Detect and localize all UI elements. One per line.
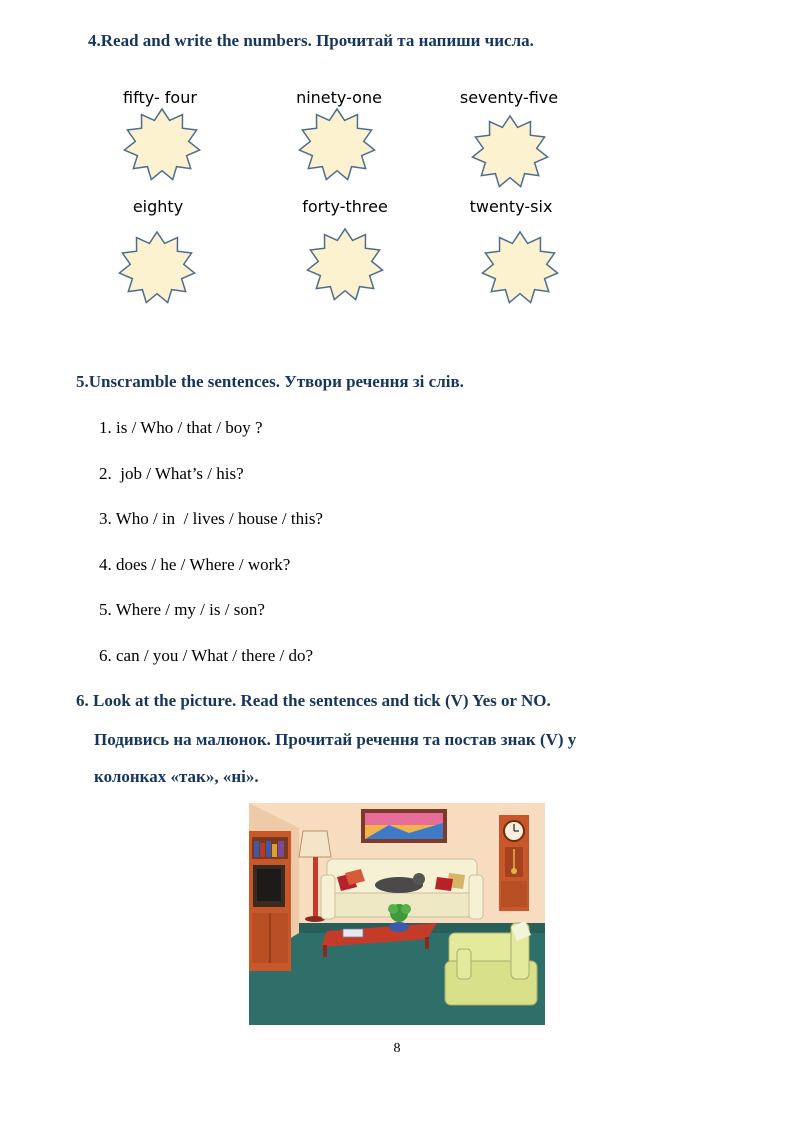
scrambled-sentence-6: 6. can / you / What / there / do? [99,646,314,665]
answer-star-6[interactable] [475,228,565,308]
answer-star-3[interactable] [465,112,555,192]
scrambled-sentence-5: 5. Where / my / is / son? [99,600,265,619]
number-word-5: forty-three [302,197,388,216]
number-word-2: ninety-one [296,88,382,107]
scrambled-sentence-4: 4. does / he / Where / work? [99,555,291,574]
scrambled-sentence-2: 2. job / What’s / his? [99,464,244,483]
living-room-picture [249,803,545,1025]
answer-star-1[interactable] [117,105,207,185]
answer-star-5[interactable] [300,225,390,305]
number-word-3: seventy-five [459,88,559,107]
task6-heading: 6. Look at the picture. Read the sentences and tick (V) Yes or NO. [76,691,551,710]
tv-cabinet [249,831,291,971]
number-word-1: fifty- four [123,88,197,107]
task6-subheading-continued: колонках «так», «ні». [94,767,259,786]
answer-star-4[interactable] [112,228,202,308]
task6-subheading: Подивись на малюнок. Прочитай речення та постав знак (V) у [94,730,577,749]
page-number: 8 [393,1041,401,1056]
number-word-6: twenty-six [469,197,553,216]
armchair [445,921,537,1005]
scrambled-sentence-3: 3. Who / in / lives / house / this? [99,509,323,528]
grandfather-clock [499,815,529,911]
number-word-4: eighty [132,197,184,216]
wall-painting [361,809,447,843]
task4-heading: 4.Read and write the numbers. Прочитай та напиши числа. [88,31,534,50]
answer-star-2[interactable] [292,105,382,185]
scrambled-sentence-1: 1. is / Who / that / boy ? [99,418,263,437]
task5-heading: 5.Unscramble the sentences. Утвори речення зі слів. [76,372,464,391]
